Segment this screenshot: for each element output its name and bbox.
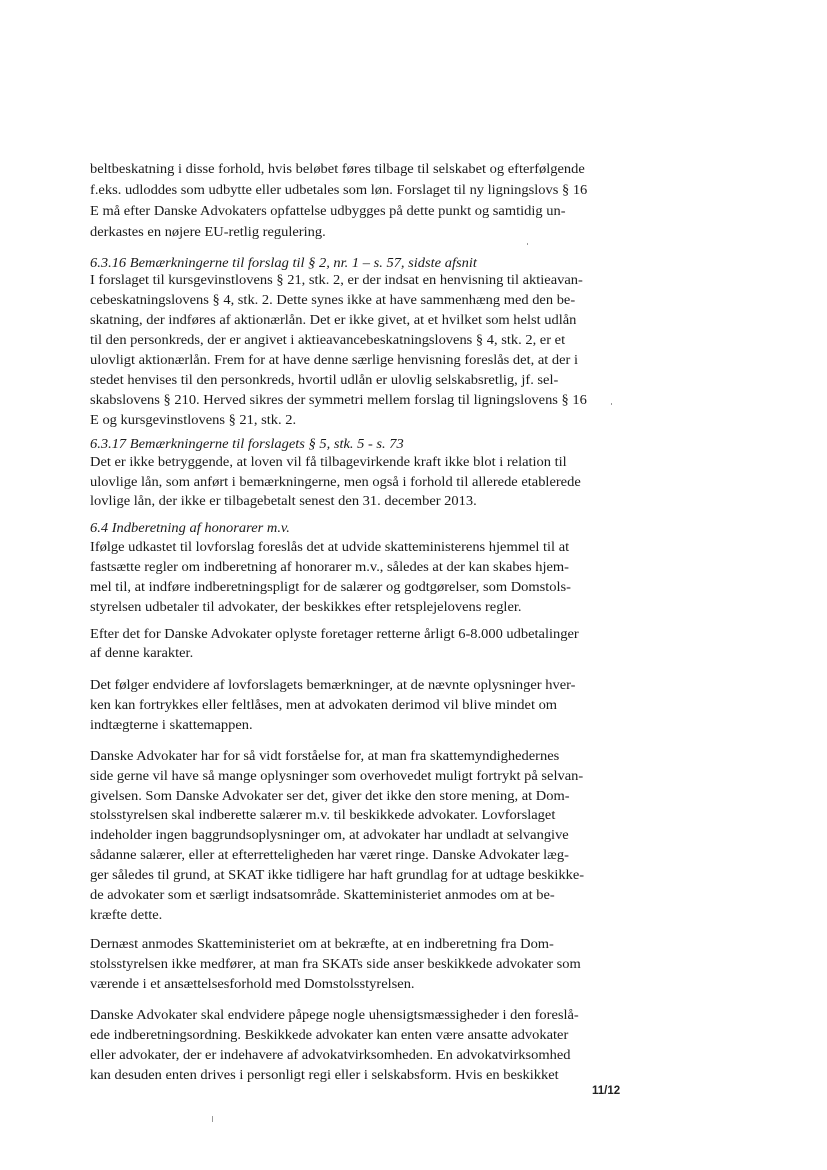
text-line: eller advokater, der er indehavere af advokatvirksomheden. En advokatvirksomhed (90, 1047, 571, 1062)
text-line: Ifølge udkastet til lovforslag foreslås det at udvide skatteministerens hjemmel til at (90, 539, 570, 554)
text-line: lovlige lån, der ikke er tilbagebetalt senest den 31. december 2013. (90, 493, 477, 508)
page-number: 11/12 (592, 1085, 621, 1097)
text-line: skabslovens § 210. Herved sikres der symmetri mellem forslag til ligningslovens § 16 (90, 392, 587, 407)
text-line: mel til, at indføre indberetningspligt for de salærer og godtgørelser, som Domstols- (90, 579, 572, 594)
text-line: Danske Advokater har for så vidt forståelse for, at man fra skattemyndighedernes (90, 748, 560, 763)
text-line: kan desuden enten drives i personligt regi eller i selskabsform. Hvis en beskikket (90, 1067, 559, 1082)
text-line: ken kan fortrykkes eller feltlåses, men at advokaten derimod vil blive mindet om (90, 697, 558, 712)
text-line: værende i et ansættelsesforhold med Domstolsstyrelsen. (90, 976, 415, 991)
text-line: E må efter Danske Advokaters opfattelse udbygges på dette punkt og samtidig un- (90, 203, 566, 218)
text-line: de advokater som et særligt indsatsområde. Skatteministeriet anmodes om at be- (90, 887, 555, 902)
section-heading-6-4: 6.4 Indberetning af honorarer m.v. (90, 520, 290, 535)
text-line: Det er ikke betryggende, at loven vil få tilbagevirkende kraft ikke blot i relation til (90, 454, 567, 469)
scan-speck (212, 1116, 213, 1122)
text-line: stolsstyrelsen skal indberette salærer m.v. til beskikkede advokater. Lovforslaget (90, 807, 556, 822)
section-heading-6-3-17: 6.3.17 Bemærkningerne til forslagets § 5, stk. 5 - s. 73 (90, 436, 404, 451)
text-line: f.eks. udloddes som udbytte eller udbetales som løn. Forslaget til ny ligningslovs § 16 (90, 182, 588, 197)
text-line: ulovlige lån, som anført i bemærkningerne, men også i forhold til allerede etablerede (90, 474, 581, 489)
text-line: skatning, der indføres af aktionærlån. Det er ikke givet, at et hvilket som helst udlån (90, 312, 577, 327)
text-line: kræfte dette. (90, 907, 163, 922)
text-line: indtægterne i skattemappen. (90, 717, 253, 732)
text-line: Efter det for Danske Advokater oplyste foretager retterne årligt 6-8.000 udbetalinger (90, 626, 579, 641)
text-line: Dernæst anmodes Skatteministeriet om at bekræfte, at en indberetning fra Dom- (90, 936, 554, 951)
text-line: indeholder ingen baggrundsoplysninger om, at advokater har undladt at selvangive (90, 827, 569, 842)
text-line: E og kursgevinstlovens § 21, stk. 2. (90, 412, 297, 427)
text-line: I forslaget til kursgevinstlovens § 21, stk. 2, er der indsat en henvisning til aktieavan- (90, 272, 583, 287)
text-line: Det følger endvidere af lovforslagets bemærkninger, at de nævnte oplysninger hver- (90, 677, 576, 692)
scan-speck (527, 243, 528, 245)
text-line: cebeskatningslovens § 4, stk. 2. Dette synes ikke at have sammenhæng med den be- (90, 292, 576, 307)
text-line: beltbeskatning i disse forhold, hvis beløbet føres tilbage til selskabet og efterfølgende (90, 161, 585, 176)
text-line: til den personkreds, der er angivet i aktieavancebeskatningslovens § 4, stk. 2, er et (90, 332, 566, 347)
text-line: ulovligt aktionærlån. Frem for at have denne særlige henvisning foreslås det, at der i (90, 352, 578, 367)
text-line: af denne karakter. (90, 645, 194, 660)
text-line: Danske Advokater skal endvidere påpege nogle uhensigtsmæssigheder i den foreslå- (90, 1007, 579, 1022)
text-line: fastsætte regler om indberetning af honorarer m.v., således at der kan skabes hjem- (90, 559, 569, 574)
text-line: ger således til grund, at SKAT ikke tidligere har haft grundlag for at udtage beskikke- (90, 867, 585, 882)
text-line: derkastes en nøjere EU-retlig regulering. (90, 224, 326, 239)
text-line: stolsstyrelsen ikke medfører, at man fra SKATs side anser beskikkede advokater som (90, 956, 581, 971)
text-line: styrelsen udbetaler til advokater, der beskikkes efter retsplejelovens regler. (90, 599, 522, 614)
text-line: ede indberetningsordning. Beskikkede advokater kan enten være ansatte advokater (90, 1027, 569, 1042)
section-heading-6-3-16: 6.3.16 Bemærkningerne til forslag til § 2, nr. 1 – s. 57, sidste afsnit (90, 255, 477, 270)
text-line: stedet henvises til den personkreds, hvortil udlån er ulovlig selskabsretlig, jf. sel- (90, 372, 559, 387)
text-line: givelsen. Som Danske Advokater ser det, giver det ikke den store mening, at Dom- (90, 788, 570, 803)
scan-speck (611, 403, 612, 405)
text-line: side gerne vil have så mange oplysninger som overhovedet muligt fortrykt på selvan- (90, 768, 584, 783)
text-line: sådanne salærer, eller at efterretteligheden har været ringe. Danske Advokater læg- (90, 847, 569, 862)
